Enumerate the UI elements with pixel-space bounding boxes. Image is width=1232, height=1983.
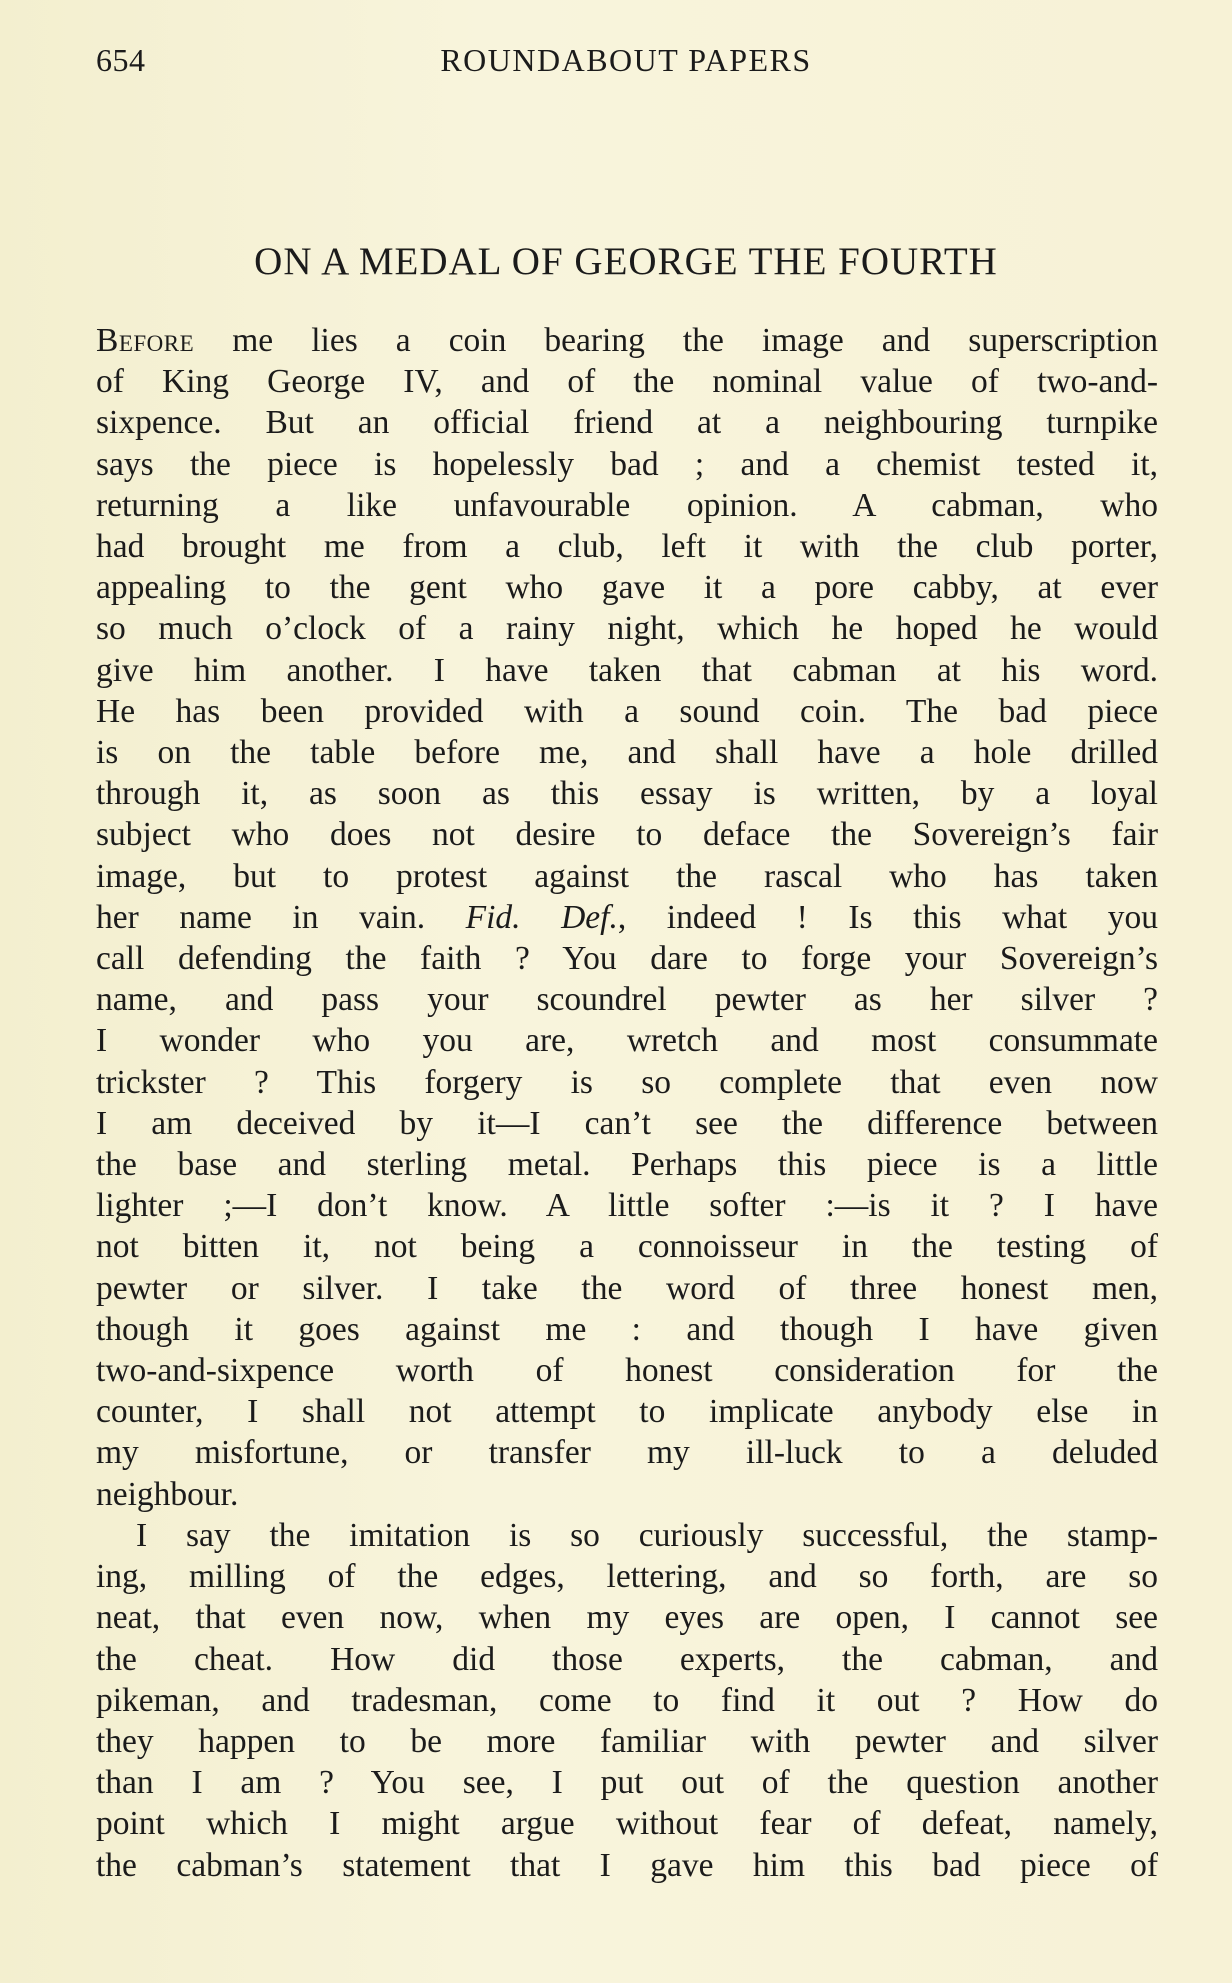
text-line: the cabman’s statement that I gave him this bad piece of (96, 1846, 1158, 1884)
line-text: her name in vain. (96, 898, 466, 936)
text-line: I say the imitation is so curiously successful, the stamp- (136, 1516, 1158, 1554)
text-line: had brought me from a club, left it with the club porter, (96, 528, 1158, 566)
text-line: pikeman, and tradesman, come to find it out ? How do (96, 1681, 1158, 1719)
running-title: ROUNDABOUT PAPERS (440, 42, 812, 78)
running-header (96, 38, 1156, 82)
text-line: though it goes against me : and though I have given (96, 1310, 1158, 1348)
paragraph-1 (96, 320, 1158, 1515)
lead-word: Before (96, 322, 195, 359)
text-line: pewter or silver. I take the word of three honest men, (96, 1269, 1158, 1307)
text-line: give him another. I have taken that cabman at his word. (96, 651, 1158, 689)
text-line: ing, milling of the edges, lettering, and so forth, are so (96, 1558, 1158, 1596)
text-line: the base and sterling metal. Perhaps this piece is a little (96, 1146, 1158, 1184)
text-line: appealing to the gent who gave it a pore cabby, at ever (96, 569, 1158, 607)
italic-abbreviation: Fid. Def. (465, 898, 618, 936)
text-line: is on the table before me, and shall have a hole drilled (96, 734, 1158, 772)
text-line: subject who does not desire to deface the Sovereign’s fair (96, 816, 1158, 854)
text-line: my misfortune, or transfer my ill-luck to a deluded (96, 1434, 1158, 1472)
text-line (96, 897, 1158, 938)
text-line: He has been provided with a sound coin. The bad piece (96, 692, 1158, 730)
text-line: says the piece is hopelessly bad ; and a chemist tested it, (96, 445, 1158, 483)
text-line: I wonder who you are, wretch and most consummate (96, 1022, 1158, 1060)
text-line: so much o’clock of a rainy night, which he hoped he would (96, 610, 1158, 648)
text-line: they happen to be more familiar with pewter and silver (96, 1722, 1158, 1760)
line-text: , indeed ! Is this what you (617, 898, 1158, 936)
text-line: through it, as soon as this essay is written, by a loyal (96, 775, 1158, 813)
text-line: point which I might argue without fear of defeat, namely, (96, 1805, 1158, 1843)
text-line: counter, I shall not attempt to implicate anybody else in (96, 1393, 1158, 1431)
page-number: 654 (96, 42, 146, 78)
text-line: sixpence. But an official friend at a neighbouring turnpike (96, 404, 1158, 442)
text-line: name, and pass your scoundrel pewter as her silver ? (96, 981, 1158, 1019)
text-line: than I am ? You see, I put out of the question another (96, 1764, 1158, 1802)
text-line: of King George IV, and of the nominal value of two-and- (96, 363, 1158, 401)
text-line: neighbour. (96, 1475, 239, 1513)
text-line: lighter ;—I don’t know. A little softer :—is it ? I have (96, 1187, 1158, 1225)
text-line: trickster ? This forgery is so complete that even now (96, 1063, 1158, 1101)
text-line: not bitten it, not being a connoisseur in the testing of (96, 1228, 1158, 1266)
text-line: I am deceived by it—I can’t see the difference between (96, 1104, 1158, 1142)
text-line: two-and-sixpence worth of honest consideration for the (96, 1352, 1158, 1390)
text-line: returning a like unfavourable opinion. A cabman, who (96, 486, 1158, 524)
text-line: neat, that even now, when my eyes are open, I cannot see (96, 1599, 1158, 1637)
text-line: the cheat. How did those experts, the cabman, and (96, 1640, 1158, 1678)
paragraph-2 (96, 1515, 1158, 1886)
line-text: me lies a coin bearing the image and superscription (194, 322, 1158, 359)
chapter-title: ON A MEDAL OF GEORGE THE FOURTH (254, 240, 998, 283)
essay-body (96, 320, 1158, 1886)
text-line: image, but to protest against the rascal who has taken (96, 857, 1158, 895)
text-line: call defending the faith ? You dare to forge your Sovereign’s (96, 940, 1158, 978)
text-line (96, 320, 1158, 361)
